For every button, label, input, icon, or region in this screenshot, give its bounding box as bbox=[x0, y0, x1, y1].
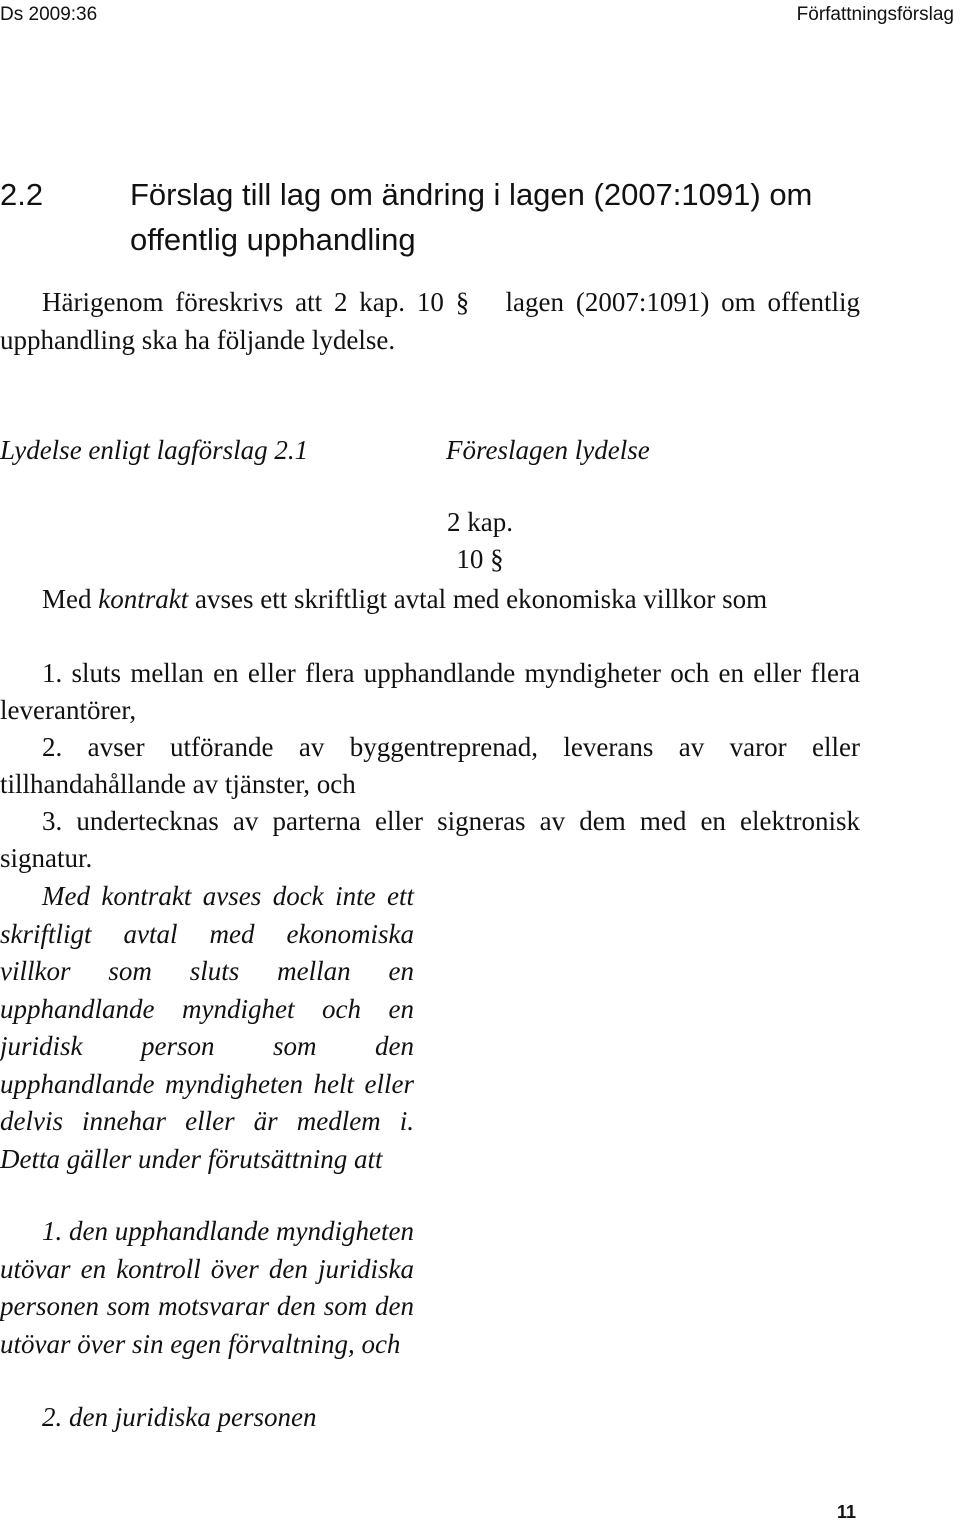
intro-text-after-sign: lagen (2007:1091) om offentlig upphandling ska ha följande lydelse. bbox=[0, 287, 861, 355]
definition-item-3 bbox=[0, 803, 860, 877]
running-header-left: Ds 2009:36 bbox=[0, 4, 98, 25]
left-column-item-2-text: 2. den juridiska personen bbox=[42, 1402, 317, 1432]
definition-item-1-text: 1. sluts mellan en eller flera upphandlande myndigheter och en eller flera leverantörer, bbox=[0, 658, 860, 725]
left-column-paragraph bbox=[0, 878, 414, 1178]
definition-item-3-text: 3. undertecknas av parterna eller signeras av dem med en elektronisk signatur. bbox=[0, 806, 860, 873]
page-number: 11 bbox=[836, 1502, 856, 1522]
chapter-heading: 2 kap. bbox=[447, 507, 513, 537]
definition-term: kontrakt bbox=[98, 584, 189, 614]
definition-lead-after: avses ett skriftligt avtal med ekonomiska villkor som bbox=[194, 584, 768, 614]
definition-item-2-text: 2. avser utförande av byggentreprenad, leverans av varor eller tillhandahållande av tjänster, och bbox=[0, 732, 860, 799]
intro-text-before-sign: Härigenom föreskrivs att 2 kap. 10 bbox=[42, 287, 444, 317]
left-column-item-2 bbox=[0, 1399, 414, 1437]
definition-lead-before: Med bbox=[42, 584, 92, 614]
section-title: Förslag till lag om ändring i lagen (2007:1091) om offentlig upphandling bbox=[130, 177, 813, 257]
left-column-item-1-text: 1. den upphandlande myndigheten utövar en kontroll över den juridiska personen som motsvarar den som den utövar över sin egen förvaltning, och bbox=[0, 1216, 414, 1359]
paragraph-heading: 10 § bbox=[456, 544, 504, 574]
definition-item-2 bbox=[0, 729, 860, 803]
column-heading-current: Lydelse enligt lagförslag 2.1 bbox=[0, 435, 309, 465]
left-column-paragraph-text: Med kontrakt avses dock inte ett skriftligt avtal med ekonomiska villkor som sluts mellan en upphandlande myndighet och en juridisk person som den upphandlande myndigheten helt eller delvis innehar eller är medlem i. Detta gäller under förutsättning att bbox=[0, 881, 414, 1174]
definition-lead bbox=[0, 581, 860, 618]
running-header-right: Författningsförslag bbox=[796, 4, 954, 25]
section-number: 2.2 bbox=[0, 177, 44, 212]
column-heading-proposed: Föreslagen lydelse bbox=[446, 435, 650, 465]
definition-item-1 bbox=[0, 655, 860, 729]
intro-paragraph bbox=[0, 283, 860, 359]
section-sign-symbol: § bbox=[455, 287, 470, 317]
left-column-item-1 bbox=[0, 1213, 414, 1363]
